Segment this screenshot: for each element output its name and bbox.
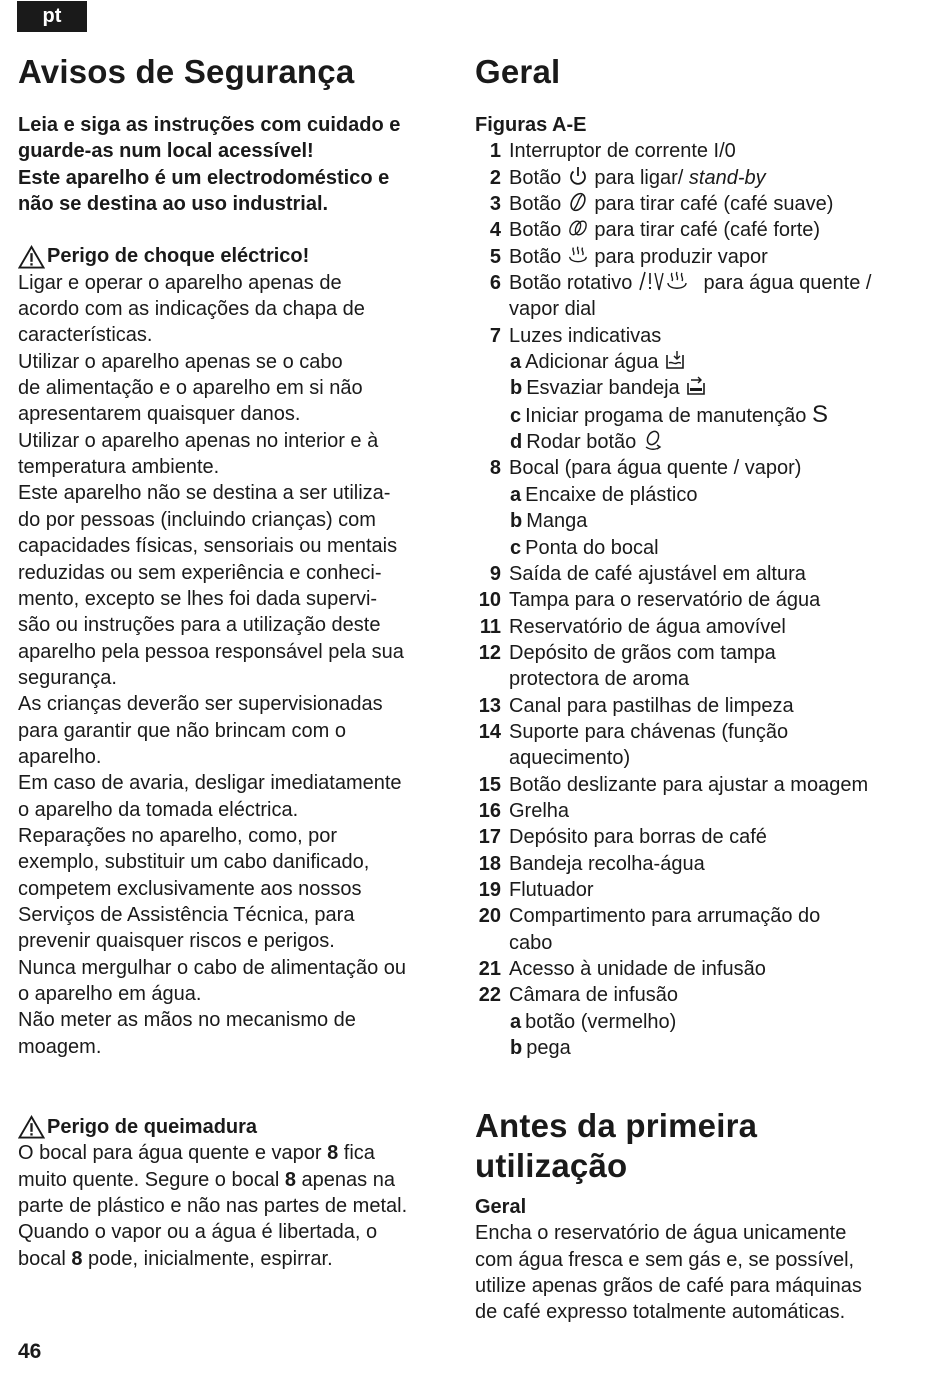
add-water-icon [664,349,686,371]
shock-line: segurança. [18,666,117,689]
subitem-letter: b [510,1037,523,1060]
shock-line: características. [18,324,153,347]
subitem-letter: b [510,510,523,533]
item-text [509,165,915,191]
item-text-part: protectora de aroma [509,668,690,691]
list-item [475,614,915,640]
list-item [475,587,915,613]
list-item [475,270,915,323]
item-text-part: cabo [509,931,553,954]
subitem-text: Adicionar água [525,351,659,374]
steam-icon [567,244,589,266]
item-number: 1 [489,140,501,163]
item-text-part: Suporte para chávenas (função [509,720,789,743]
subitem-text: Rodar botão [526,431,637,454]
subitem-text: Ponta do bocal [525,536,659,559]
safety-column [18,52,448,1060]
item-number: 16 [478,799,501,822]
figures-heading: Figuras A-E [475,114,587,136]
subitem-text: Manga [526,510,588,533]
item-text: Interruptor de corrente I/0 [509,140,736,163]
item-text [509,191,915,217]
item-text: Grelha [509,799,570,822]
subitem-text: Iniciar progama de manutenção [525,404,807,427]
item-number: 9 [489,562,501,585]
list-subitem [475,482,915,508]
shock-line: Ligar e operar o aparelho apenas de [18,271,342,294]
burn-line [18,1246,448,1272]
burn-text: pode, inicialmente, espirrar. [82,1247,333,1270]
subitem-letter: c [510,404,522,427]
list-item [475,798,915,824]
shock-line: Reparações no aparelho, como, por [18,824,338,847]
list-subitem [475,508,915,534]
geral-heading: Geral [475,1196,527,1218]
list-item [475,772,915,798]
item-number: 12 [478,641,501,664]
empty-tray-icon [685,375,707,397]
item-text: Flutuador [509,878,594,901]
page-number: 46 [18,1340,42,1363]
burn-text: fica [338,1142,375,1165]
list-item [475,719,915,772]
item-text-part: Botão [509,166,567,189]
burn-line: parte de plástico e não nas partes de metal. [18,1195,408,1218]
list-item [475,191,915,217]
burn-text: apenas na [295,1168,395,1191]
subitem-text: Encaixe de plástico [525,483,698,506]
shock-line: Utilizar o aparelho apenas se o cabo [18,350,343,373]
shock-heading-text: Perigo de choque eléctrico! [47,245,310,268]
item-text-part: para produzir vapor [588,245,768,268]
item-text-part: Compartimento para arrumação do [509,905,821,928]
geral-line: de café expresso totalmente automáticas. [475,1301,846,1324]
item-text-part: para tirar café (café forte) [588,219,821,242]
item-number: 17 [478,826,501,849]
maintenance-symbol: S [811,400,828,428]
list-item [475,693,915,719]
burn-line: Quando o vapor ou a água é libertada, o [18,1221,378,1244]
list-item [475,138,915,164]
geral-line: com água fresca e sem gás e, se possível, [475,1248,855,1271]
list-item [475,640,915,693]
figures-list [475,138,915,1061]
subitem-letter: d [510,431,523,454]
list-item [475,244,915,270]
item-text-part: Botão rotativo [509,272,638,295]
shock-line: mento, excepto se lhes foi dada supervi- [18,587,378,610]
rotary-dial-icon [638,270,698,292]
part-ref: 8 [71,1247,83,1270]
item-number: 2 [489,166,501,189]
subitem-letter: a [510,1010,522,1033]
turn-knob-icon [642,429,664,451]
shock-line: prevenir quaisquer riscos e perigos. [18,930,335,953]
part-ref: 8 [327,1142,339,1165]
intro-line: guarde-as num local acessível! [18,140,314,163]
list-subitem [475,535,915,561]
shock-line: Utilizar o aparelho apenas no interior e à [18,429,379,452]
item-number: 5 [489,245,501,268]
list-item [475,956,915,982]
coffee-bean-icon [567,191,589,213]
list-subitem [475,349,915,375]
power-icon [567,165,589,187]
item-text: Botão deslizante para ajustar a moagem [509,773,869,796]
burn-heading [18,1114,448,1140]
item-number: 13 [478,694,501,717]
shock-line: o aparelho em água. [18,983,202,1005]
burn-line [18,1140,448,1166]
item-text-part: para água quente / [697,272,872,295]
burn-line [18,1167,448,1193]
list-item [475,165,915,191]
double-bean-icon [567,217,589,239]
list-item [475,982,915,1008]
item-number: 3 [489,193,501,216]
subitem-letter: c [510,536,522,559]
warning-icon [18,245,45,269]
part-ref: 8 [284,1168,296,1191]
list-subitem [475,429,915,455]
item-number: 15 [478,773,501,796]
shock-heading [18,243,448,269]
burn-text: O bocal para água quente e vapor [18,1142,328,1165]
shock-line: aparelho pela pessoa responsável pela sua [18,640,404,663]
item-text-part: vapor dial [509,298,596,321]
item-number: 10 [478,589,501,612]
subitem-letter: a [510,351,522,374]
geral-line: utilize apenas grãos de café para máquinas [475,1275,862,1298]
shock-line: Não meter as mãos no mecanismo de [18,1009,356,1032]
title-line: Antes da primeira [475,1107,758,1144]
shock-line: do por pessoas (incluindo crianças) com [18,508,376,531]
subitem-text: pega [526,1037,571,1060]
item-text: Câmara de infusão [509,984,678,1007]
burn-text: muito quente. Segure o bocal [18,1168,285,1191]
subitem-letter: b [510,377,523,400]
shock-line: Este aparelho não se destina a ser utiliza- [18,482,391,505]
item-number: 11 [479,615,501,638]
burn-heading-text: Perigo de queimadura [47,1116,258,1138]
title-line: utilização [475,1147,628,1184]
shock-line: o aparelho da tomada eléctrica. [18,798,299,821]
item-number: 8 [489,457,501,480]
safety-intro [18,112,448,217]
intro-line: Este aparelho é um electrodoméstico e [18,166,390,189]
item-text-part: para ligar/ [588,166,689,189]
item-text: Reservatório de água amovível [509,615,786,638]
shock-line: aparelho. [18,745,102,768]
shock-line: de alimentação e o aparelho em si não [18,377,363,400]
shock-line: Nunca mergulhar o cabo de alimentação ou [18,956,407,979]
shock-line: apresentarem quaisquer danos. [18,403,301,426]
shock-line: temperatura ambiente. [18,456,220,479]
shock-line: Serviços de Assistência Técnica, para [18,903,355,926]
shock-line: Em caso de avaria, desligar imediatamente [18,772,402,795]
shock-line: acordo com as indicações da chapa de [18,298,365,321]
item-text: Bandeja recolha-água [509,852,705,875]
item-text-part: Botão [509,219,567,242]
general-column [475,52,915,1061]
list-subitem [475,1009,915,1035]
list-item [475,455,915,481]
item-text [509,244,915,270]
intro-line: Leia e siga as instruções com cuidado e [18,114,401,136]
item-number: 20 [478,905,501,928]
item-text: Saída de café ajustável em altura [509,562,806,585]
item-text: Luzes indicativas [509,324,662,347]
item-text [509,903,915,956]
list-item [475,824,915,850]
item-text [509,719,915,772]
geral-line: Encha o reservatório de água unicamente [475,1222,847,1245]
item-number: 18 [478,852,501,875]
language-tab: pt [17,1,87,32]
item-text-part: Botão [509,193,567,216]
item-text-part: Depósito de grãos com tampa [509,641,776,664]
shock-line: são ou instruções para a utilização deste [18,614,381,637]
item-text: Acesso à unidade de infusão [509,958,766,980]
shock-line: competem exclusivamente aos nossos [18,877,362,900]
shock-line: para garantir que não brincam com o [18,719,346,742]
shock-line: reduzidas ou sem experiência e conheci- [18,561,382,584]
list-item [475,903,915,956]
subitem-letter: a [510,483,522,506]
item-text-part: Botão [509,245,567,268]
list-item [475,323,915,349]
item-number: 21 [478,958,501,980]
intro-line: não se destina ao uso industrial. [18,193,329,216]
shock-line: exemplo, substituir um cabo danificado, [18,851,370,874]
subitem-text: Esvaziar bandeja [526,377,680,400]
list-item [475,877,915,903]
list-subitem [475,402,915,429]
item-number: 14 [478,720,501,743]
burn-section [18,1114,448,1272]
burn-text: bocal [18,1247,72,1270]
item-text-part: aquecimento) [509,747,631,770]
item-number: 6 [489,272,501,295]
list-subitem [475,1035,915,1061]
list-subitem [475,375,915,401]
warning-icon [18,1115,45,1139]
item-text: Canal para pastilhas de limpeza [509,694,794,717]
first-use-title [475,1106,915,1186]
list-item [475,561,915,587]
list-item [475,851,915,877]
shock-line: As crianças deverão ser supervisionadas [18,693,383,716]
item-text [509,270,915,323]
list-item [475,217,915,243]
item-number: 22 [478,984,501,1007]
item-number: 4 [489,219,501,242]
item-number: 7 [489,324,501,347]
shock-line: moagem. [18,1035,102,1058]
item-text [509,640,915,693]
safety-title: Avisos de Segurança [18,53,355,90]
item-text [509,217,915,243]
first-use-section [475,1106,915,1326]
item-text-part: para tirar café (café suave) [588,193,834,216]
shock-section [18,243,448,1060]
item-number: 19 [478,878,501,901]
general-title: Geral [475,53,561,90]
item-text: Bocal (para água quente / vapor) [509,457,802,480]
shock-line: capacidades físicas, sensoriais ou mentais [18,535,398,558]
subitem-text: botão (vermelho) [525,1010,677,1033]
item-text: Depósito para borras de café [509,826,767,849]
item-text-italic: stand-by [688,166,766,189]
item-text: Tampa para o reservatório de água [509,589,821,612]
